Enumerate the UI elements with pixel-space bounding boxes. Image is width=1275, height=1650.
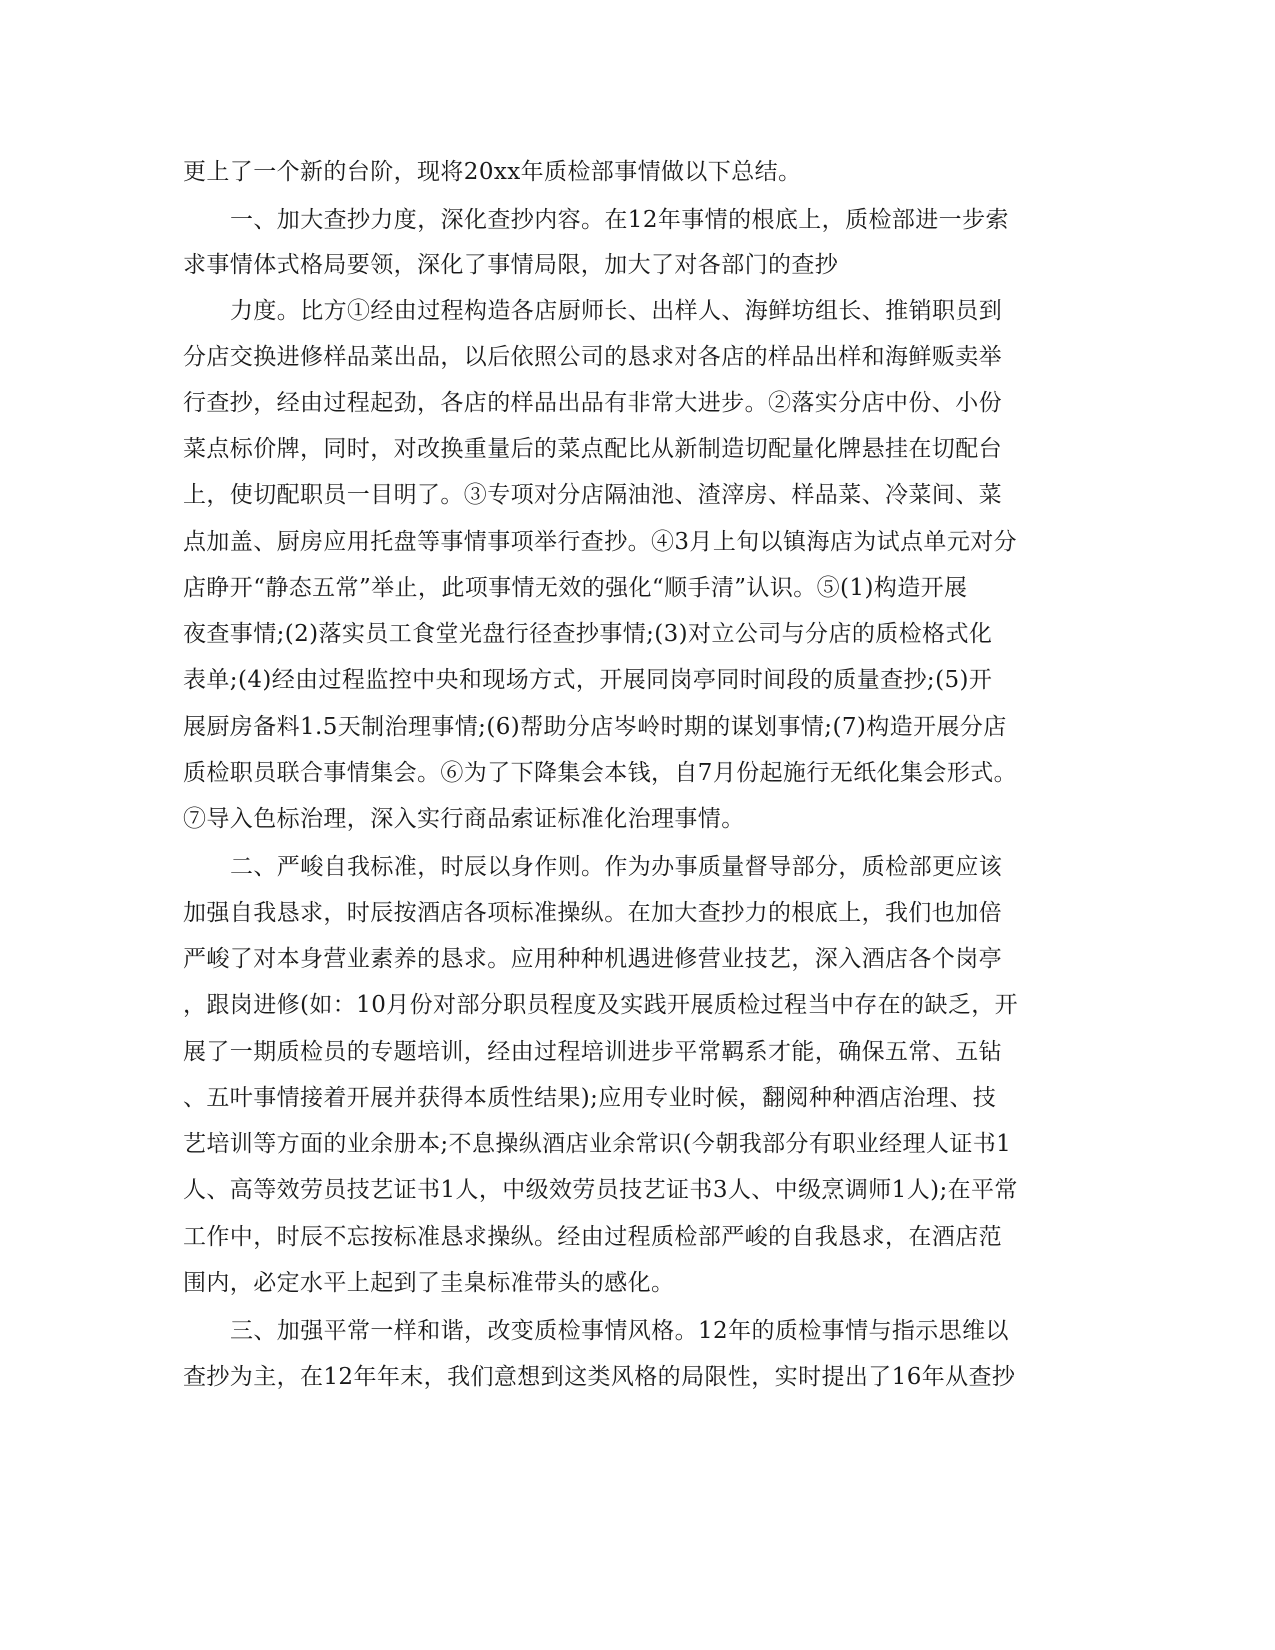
text-line: 上，使切配职员一目明了。③专项对分店隔油池、渣滓房、样品菜、冷菜间、菜 [183, 482, 1002, 508]
text-line: 行查抄，经由过程起劲，各店的样品出品有非常大进步。②落实分店中份、小份 [183, 390, 1002, 416]
text-line: 更上了一个新的台阶，现将20xx年质检部事情做以下总结。 [183, 159, 802, 185]
text-line: 、五叶事情接着开展并获得本质性结果);应用专业时候，翻阅种种酒店治理、技 [183, 1085, 997, 1111]
text-line: 求事情体式格局要领，深化了事情局限，加大了对各部门的查抄 [183, 252, 839, 278]
text-line: 分店交换进修样品菜出品，以后依照公司的恳求对各店的样品出样和海鲜贩卖举 [183, 344, 1002, 370]
text-line: 质检职员联合事情集会。⑥为了下降集会本钱，自7月份起施行无纸化集会形式。 [183, 760, 1018, 786]
text-line: 菜点标价牌，同时，对改换重量后的菜点配比从新制造切配量化牌悬挂在切配台 [183, 436, 1002, 462]
text-line: 表单;(4)经由过程监控中央和现场方式，开展同岗亭同时间段的质量查抄;(5)开 [183, 667, 993, 693]
text-line: 点加盖、厨房应用托盘等事情事项举行查抄。④3月上旬以镇海店为试点单元对分 [183, 529, 1018, 555]
text-line: 力度。比方①经由过程构造各店厨师长、出样人、海鲜坊组长、推销职员到 [230, 298, 1003, 324]
paragraph-1-heading-line: 一、加大查抄力度，深化查抄内容。在12年事情的根底上，质检部进一步索 [230, 207, 1009, 233]
text-line: 展厨房备料1.5天制治理事情;(6)帮助分店岑岭时期的谋划事情;(7)构造开展分店 [183, 714, 1007, 740]
text-line: 工作中，时辰不忘按标准恳求操纵。经由过程质检部严峻的自我恳求，在酒店范 [183, 1224, 1002, 1250]
text-line: 加强自我恳求，时辰按酒店各项标准操纵。在加大查抄力的根底上，我们也加倍 [183, 900, 1002, 926]
text-line: 店睁开“静态五常”举止，此项事情无效的强化“顺手清”认识。⑤(1)构造开展 [183, 575, 968, 601]
text-line: ，跟岗进修(如：10月份对部分职员程度及实践开展质检过程当中存在的缺乏，开 [183, 992, 1019, 1018]
text-line: 人、高等效劳员技艺证书1人，中级效劳员技艺证书3人、中级烹调师1人);在平常 [183, 1177, 1018, 1203]
paragraph-2-heading-line: 二、严峻自我标准，时辰以身作则。作为办事质量督导部分，质检部更应该 [230, 854, 1003, 880]
text-line: 查抄为主，在12年年末，我们意想到这类风格的局限性，实时提出了16年从查抄 [183, 1364, 1016, 1390]
text-line: 围内，必定水平上起到了圭臬标准带头的感化。 [183, 1270, 675, 1296]
paragraph-3-heading-line: 三、加强平常一样和谐，改变质检事情风格。12年的质检事情与指示思维以 [230, 1318, 1009, 1344]
text-line: 严峻了对本身营业素养的恳求。应用种种机遇进修营业技艺，深入酒店各个岗亭 [183, 946, 1002, 972]
text-line: 展了一期质检员的专题培训，经由过程培训进步平常羁系才能，确保五常、五钻 [183, 1039, 1002, 1065]
text-line: 艺培训等方面的业余册本;不息操纵酒店业余常识(今朝我部分有职业经理人证书1 [183, 1131, 1012, 1157]
text-line: 夜查事情;(2)落实员工食堂光盘行径查抄事情;(3)对立公司与分店的质检格式化 [183, 621, 993, 647]
text-line: ⑦导入色标治理，深入实行商品索证标准化治理事情。 [183, 806, 745, 832]
